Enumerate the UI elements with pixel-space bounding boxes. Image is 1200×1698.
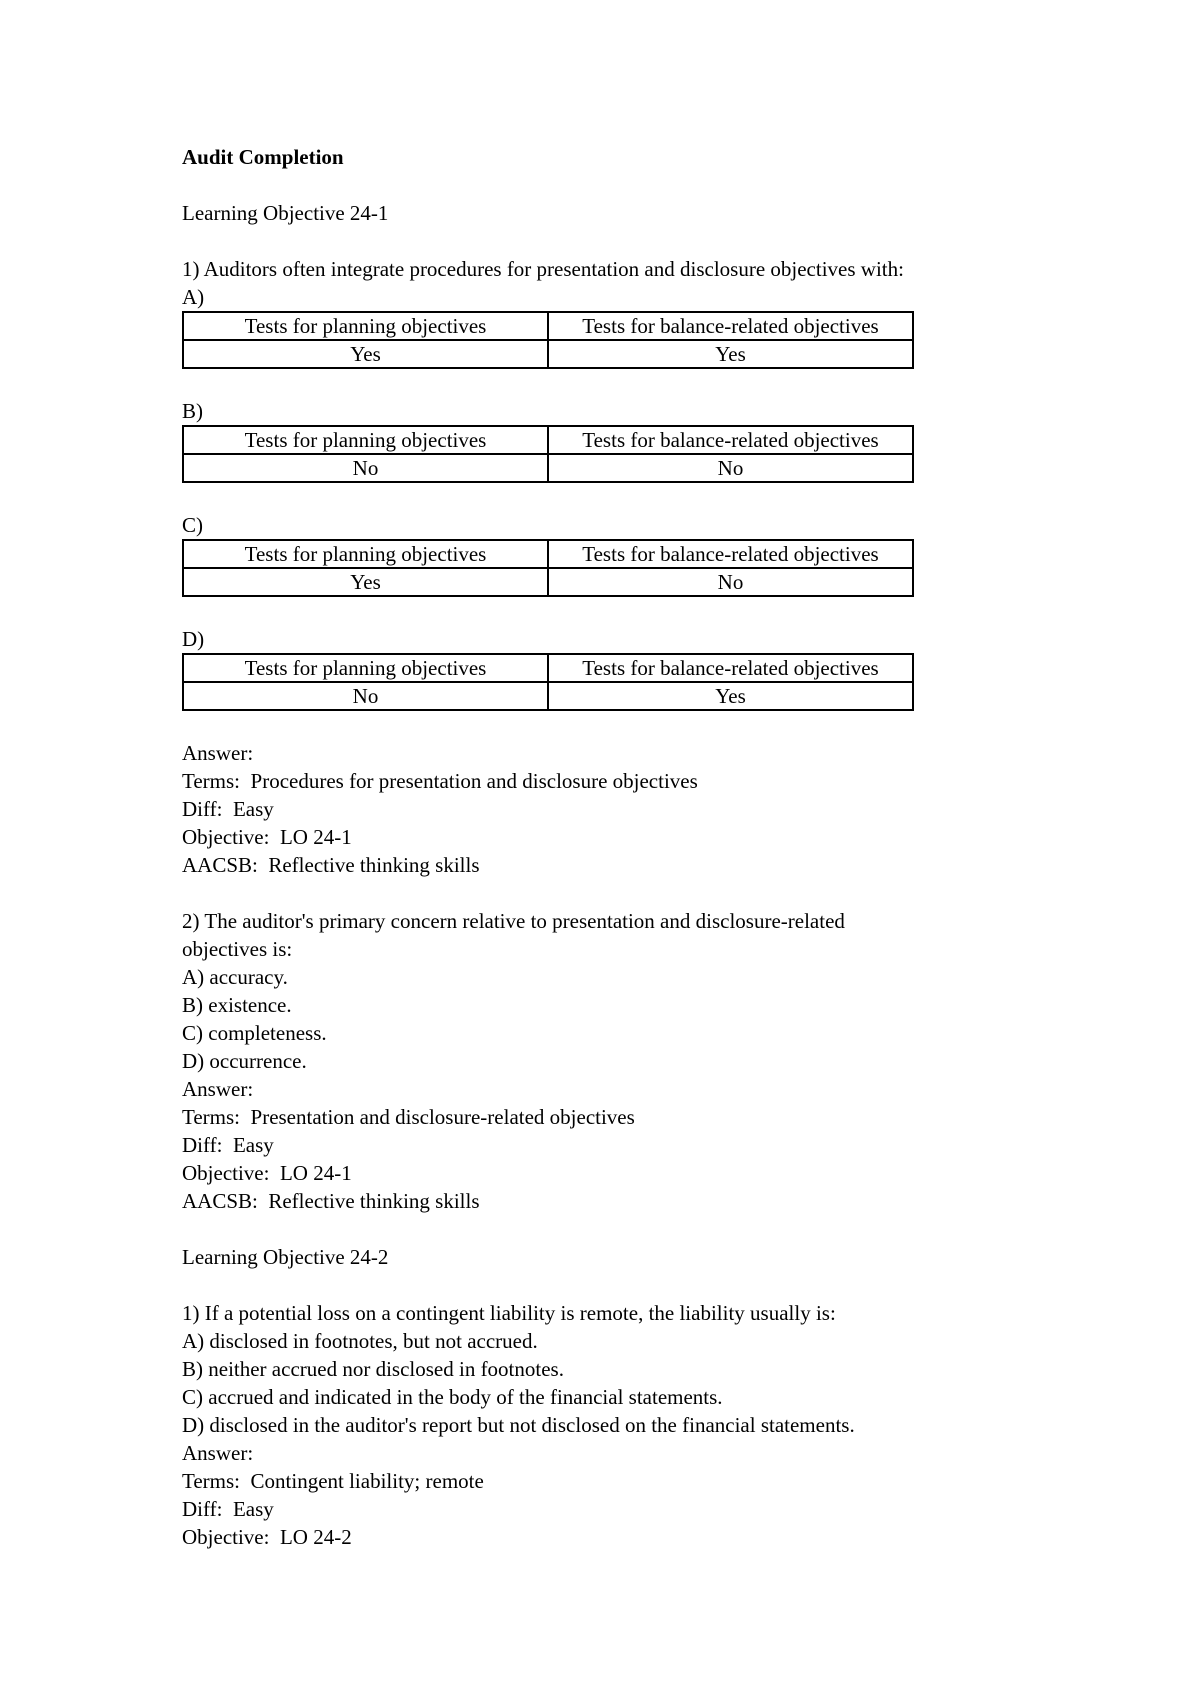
- option-table: [182, 653, 914, 711]
- question-stem: 1) If a potential loss on a contingent liability is remote, the liability usually is:: [182, 1301, 836, 1325]
- table-cell: Yes: [548, 340, 913, 368]
- difficulty-line: Diff: Easy: [182, 797, 274, 821]
- option-table: [182, 425, 914, 483]
- choice: A) disclosed in footnotes, but not accrued.: [182, 1329, 538, 1353]
- table-row: [183, 340, 913, 368]
- document-page: [182, 143, 1122, 1551]
- table-header-cell: Tests for planning objectives: [183, 312, 548, 340]
- table-cell: No: [183, 454, 548, 482]
- table-row: [183, 454, 913, 482]
- difficulty-line: Diff: Easy: [182, 1497, 274, 1521]
- table-cell: No: [548, 454, 913, 482]
- table-header-cell: Tests for balance-related objectives: [548, 540, 913, 568]
- option-label: C): [182, 513, 203, 537]
- objective-line: Objective: LO 24-1: [182, 1161, 352, 1185]
- option-table: [182, 539, 914, 597]
- table-header-cell: Tests for planning objectives: [183, 426, 548, 454]
- table-cell: Yes: [183, 568, 548, 596]
- option-table: [182, 311, 914, 369]
- objective-line: Objective: LO 24-2: [182, 1525, 352, 1549]
- document-title: Audit Completion: [182, 145, 344, 169]
- choice: D) occurrence.: [182, 1049, 307, 1073]
- table-cell: No: [548, 568, 913, 596]
- terms-line: Terms: Procedures for presentation and disclosure objectives: [182, 769, 698, 793]
- terms-line: Terms: Contingent liability; remote: [182, 1469, 484, 1493]
- aacsb-line: AACSB: Reflective thinking skills: [182, 1189, 480, 1213]
- spacer: [182, 171, 1122, 199]
- spacer: [182, 1215, 1122, 1243]
- spacer: [182, 711, 1122, 739]
- table-header-row: [183, 426, 913, 454]
- table-header-cell: Tests for planning objectives: [183, 540, 548, 568]
- table-cell: No: [183, 682, 548, 710]
- table-header-cell: Tests for balance-related objectives: [548, 312, 913, 340]
- section-heading: Learning Objective 24-2: [182, 1245, 389, 1269]
- aacsb-line: AACSB: Reflective thinking skills: [182, 853, 480, 877]
- table-header-cell: Tests for planning objectives: [183, 654, 548, 682]
- table-header-row: [183, 654, 913, 682]
- table-row: [183, 568, 913, 596]
- choice: D) disclosed in the auditor's report but not disclosed on the financial statements.: [182, 1413, 855, 1437]
- spacer: [182, 369, 1122, 397]
- option-label: A): [182, 285, 205, 309]
- table-header-cell: Tests for balance-related objectives: [548, 654, 913, 682]
- choice: C) accrued and indicated in the body of the financial statements.: [182, 1385, 723, 1409]
- table-cell: Yes: [183, 340, 548, 368]
- table-row: [183, 682, 913, 710]
- choice: B) neither accrued nor disclosed in footnotes.: [182, 1357, 564, 1381]
- table-header-row: [183, 312, 913, 340]
- option-label: B): [182, 399, 203, 423]
- choice: C) completeness.: [182, 1021, 327, 1045]
- section-heading: Learning Objective 24-1: [182, 201, 389, 225]
- table-header-row: [183, 540, 913, 568]
- answer-line: Answer:: [182, 741, 254, 765]
- question-stem: 2) The auditor's primary concern relative to presentation and disclosure-related: [182, 909, 845, 933]
- table-cell: Yes: [548, 682, 913, 710]
- answer-line: Answer:: [182, 1077, 254, 1101]
- terms-line: Terms: Presentation and disclosure-related objectives: [182, 1105, 635, 1129]
- difficulty-line: Diff: Easy: [182, 1133, 274, 1157]
- spacer: [182, 597, 1122, 625]
- question-stem: objectives is:: [182, 937, 293, 961]
- table-header-cell: Tests for balance-related objectives: [548, 426, 913, 454]
- spacer: [182, 483, 1122, 511]
- choice: B) existence.: [182, 993, 292, 1017]
- objective-line: Objective: LO 24-1: [182, 825, 352, 849]
- choice: A) accuracy.: [182, 965, 288, 989]
- spacer: [182, 879, 1122, 907]
- answer-line: Answer:: [182, 1441, 254, 1465]
- option-label: D): [182, 627, 205, 651]
- spacer: [182, 227, 1122, 255]
- spacer: [182, 1271, 1122, 1299]
- question-stem: 1) Auditors often integrate procedures for presentation and disclosure objectives with:: [182, 257, 904, 281]
